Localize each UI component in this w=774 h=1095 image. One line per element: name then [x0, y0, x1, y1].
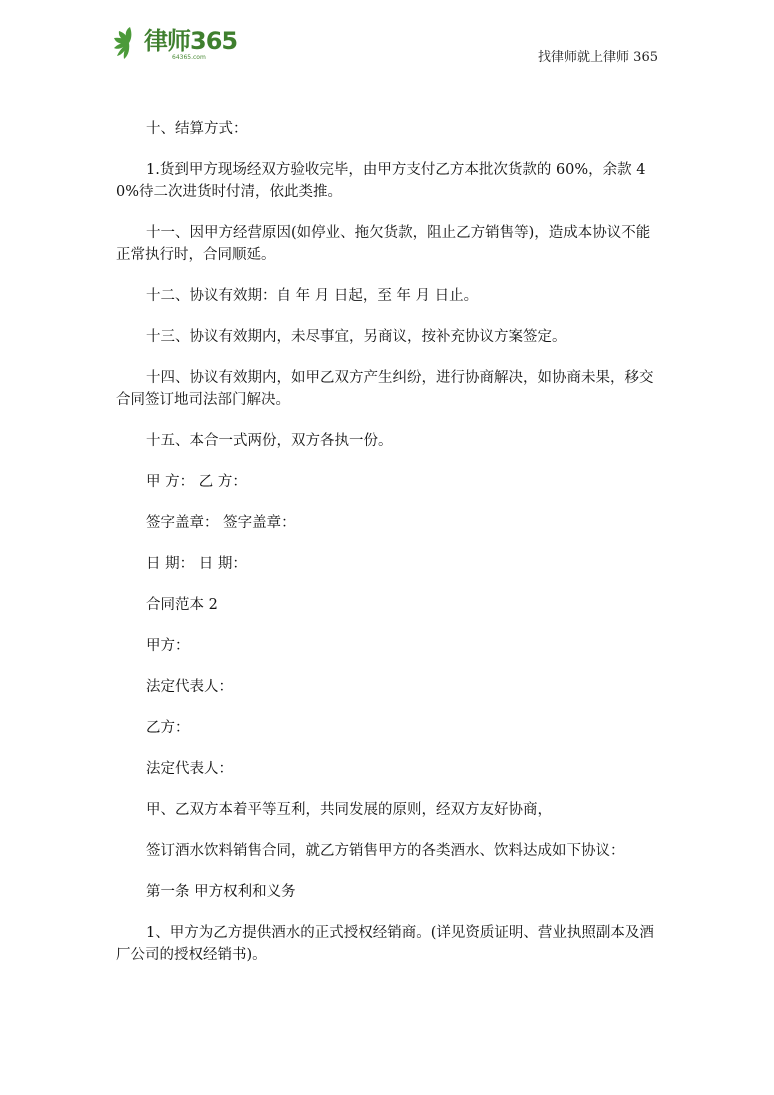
section-title: 合同范本 2 — [146, 597, 218, 613]
paragraph: 甲、乙双方本着平等互利，共同发展的原则，经双方友好协商， — [146, 802, 552, 818]
header-tagline: 找律师就上律师 365 — [538, 50, 658, 65]
legal-representative-field: 法定代表人： — [146, 679, 233, 695]
document-body — [116, 118, 662, 985]
signature-party-line: 甲 方： 乙 方： — [146, 474, 247, 490]
signature-date-line: 日 期： 日 期： — [146, 556, 247, 572]
paragraph: 十四、协议有效期内，如甲乙双方产生纠纷，进行协商解决，如协商未果，移交合同签订地司法部门解决。 — [116, 370, 654, 408]
signature-seal-line: 签字盖章： 签字盖章： — [146, 515, 296, 531]
brand-logo[interactable] — [112, 26, 247, 66]
leaf-logo-icon — [112, 26, 146, 60]
paragraph: 十三、协议有效期内，未尽事宜，另商议，按补充协议方案签定。 — [146, 329, 567, 345]
party-b-field: 乙方： — [146, 720, 190, 736]
paragraph: 十一、因甲方经营原因(如停业、拖欠货款，阻止乙方销售等)，造成本协议不能正常执行时，合同顺延。 — [116, 225, 651, 263]
article-heading: 第一条 甲方权利和义务 — [146, 884, 296, 900]
paragraph: 签订酒水饮料销售合同，就乙方销售甲方的各类酒水、饮料达成如下协议： — [146, 843, 625, 859]
paragraph: 十、结算方式： — [146, 121, 248, 137]
legal-representative-field: 法定代表人： — [146, 761, 233, 777]
party-a-field: 甲方： — [146, 638, 190, 654]
page-header — [0, 0, 774, 80]
paragraph: 1.货到甲方现场经双方验收完毕，由甲方支付乙方本批次货款的 60%，余款 40%待二次进货时付清，依此类推。 — [116, 162, 646, 200]
paragraph: 十五、本合一式两份，双方各执一份。 — [146, 433, 393, 449]
paragraph: 十二、协议有效期：自 年 月 日起，至 年 月 日止。 — [146, 288, 479, 304]
paragraph: 1、甲方为乙方提供酒水的正式授权经销商。(详见资质证明、营业执照副本及酒厂公司的授权经销书)。 — [116, 925, 654, 963]
logo-text: 律师365 — [144, 27, 238, 55]
logo-domain: 64365.com — [172, 54, 206, 61]
